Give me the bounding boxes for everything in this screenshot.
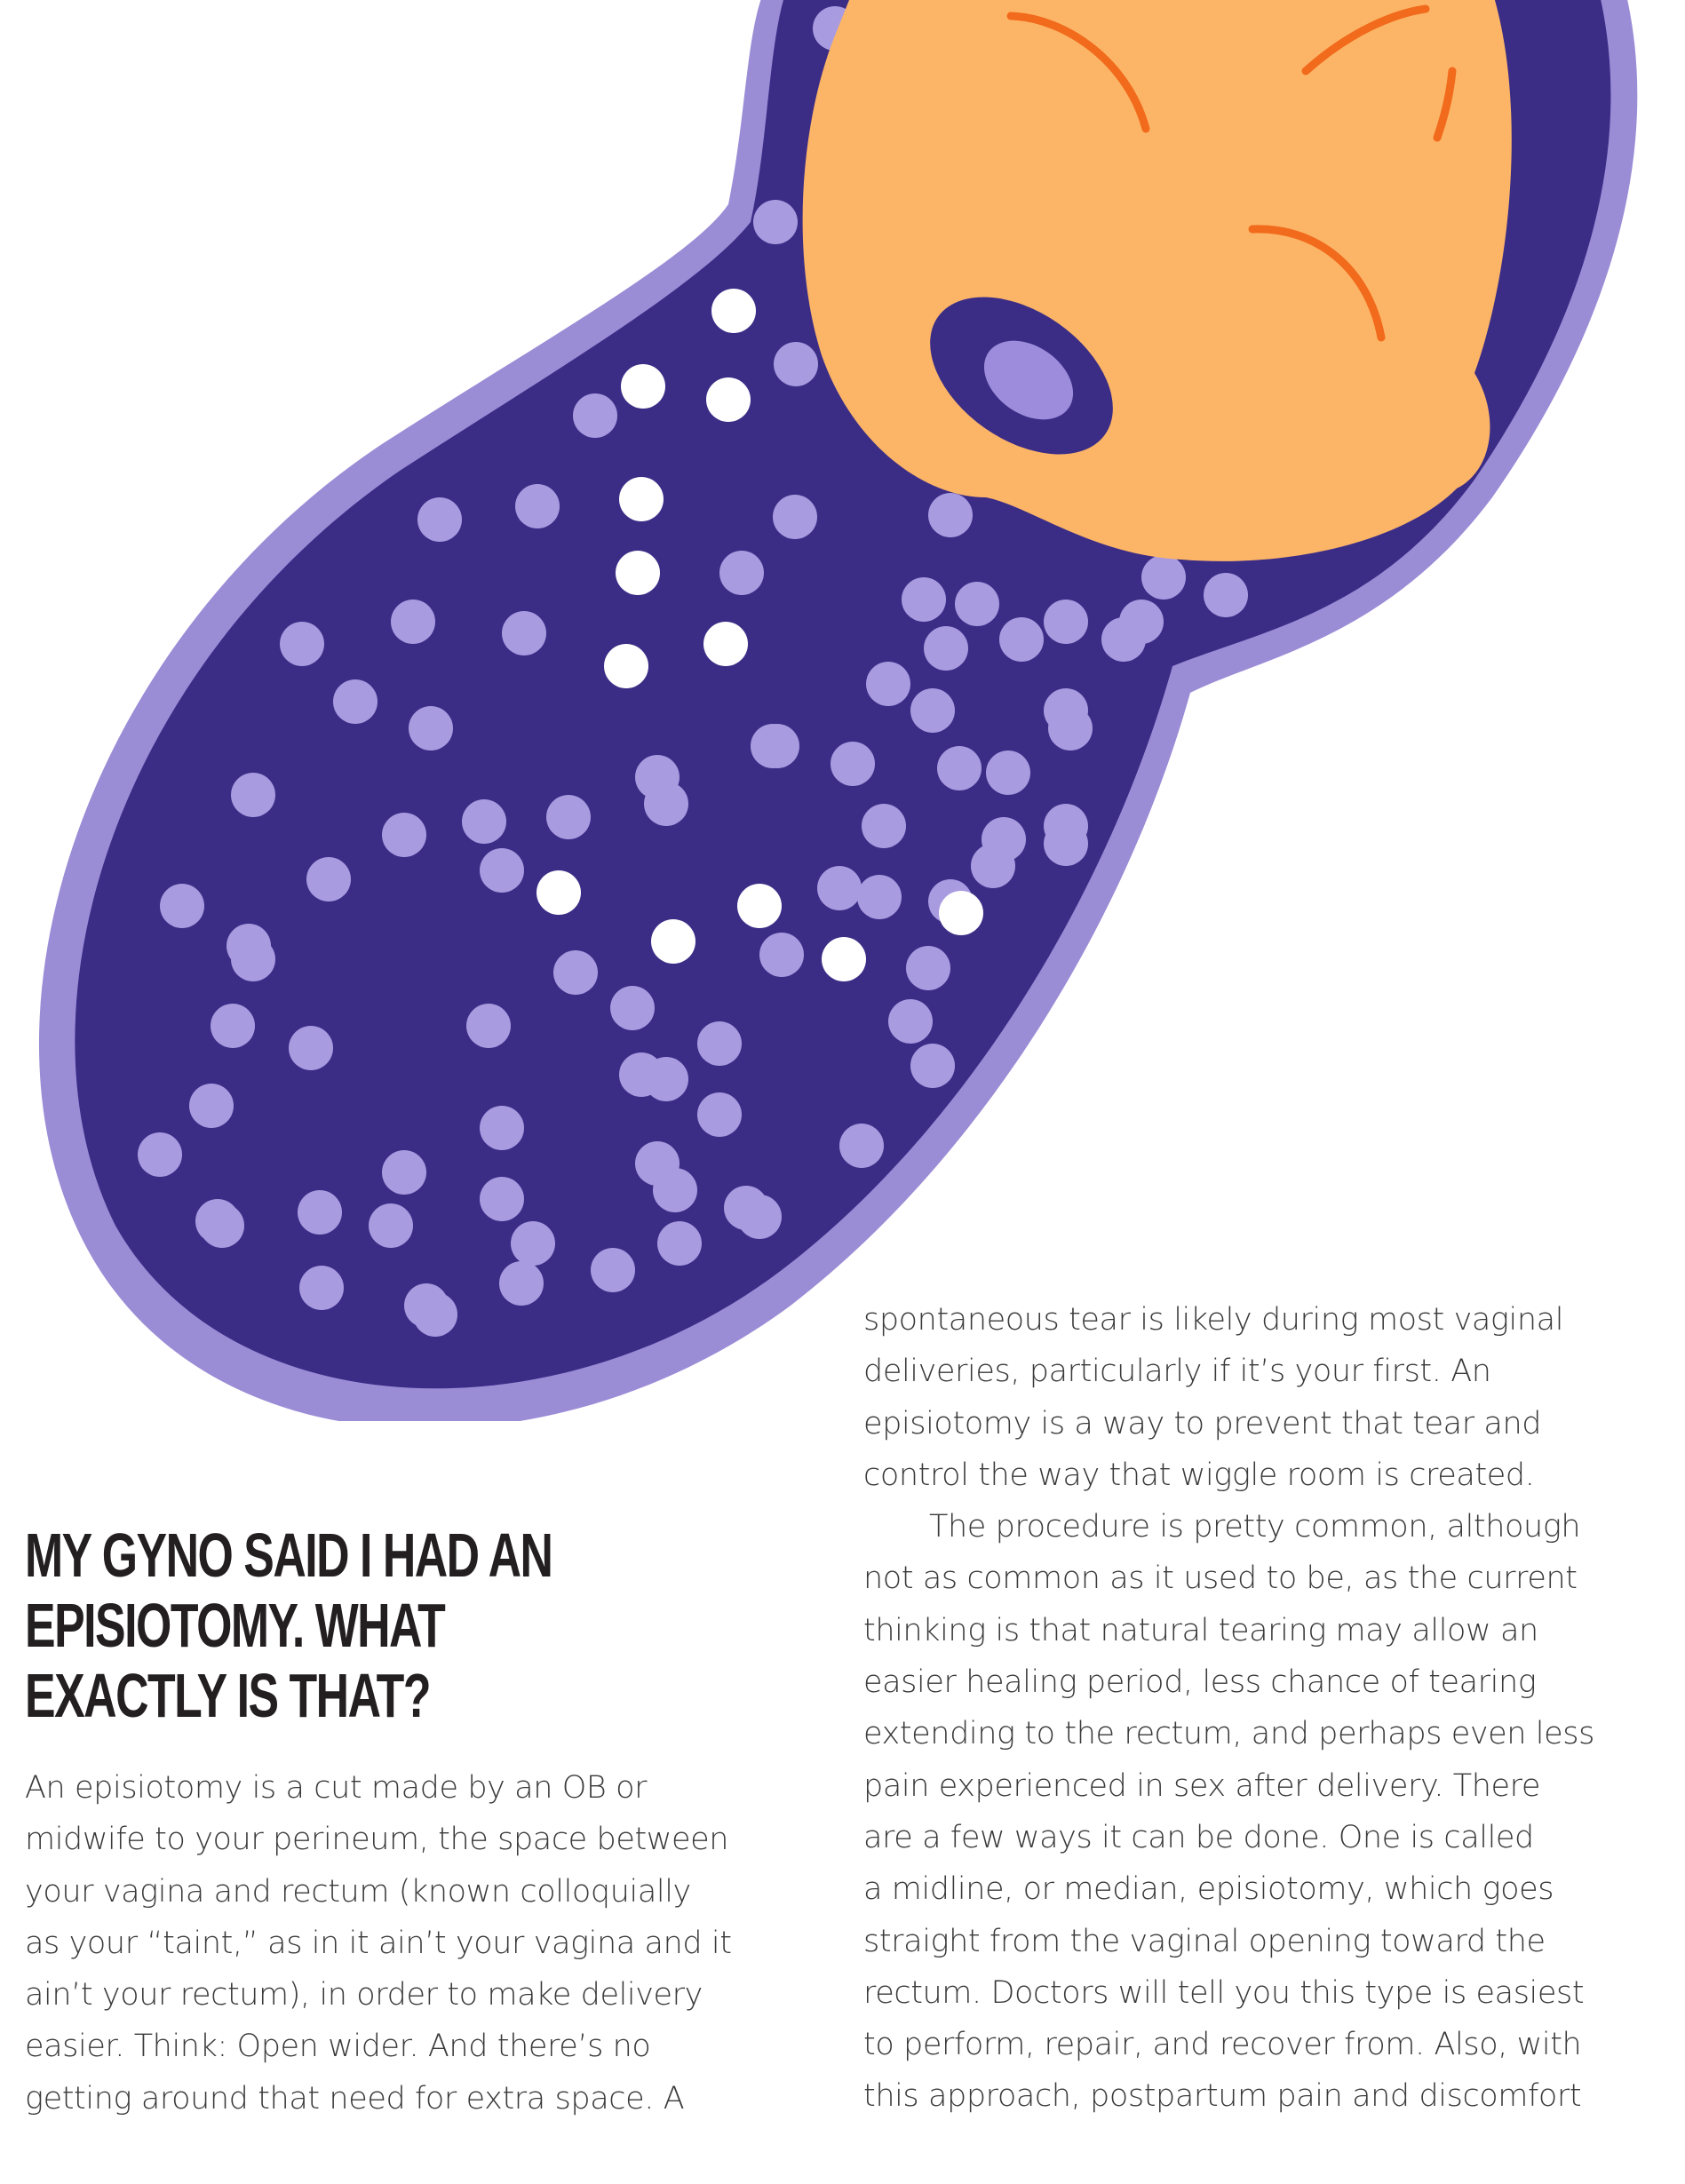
blanket-dot: [774, 342, 818, 386]
white-dot: [703, 622, 748, 666]
blanket-dot: [653, 1168, 697, 1212]
blanket-dot: [573, 393, 617, 438]
blanket-dot: [902, 577, 946, 622]
text-line: thinking is that natural tearing may allow an: [863, 1612, 1538, 1648]
blanket-dot: [753, 200, 798, 244]
blanket-dot: [888, 999, 933, 1044]
text-line: midwife to your perineum, the space between: [25, 1822, 729, 1858]
blanket-dot: [610, 986, 655, 1030]
white-dot: [616, 551, 660, 595]
blanket-dot: [211, 1004, 255, 1048]
white-dot: [711, 289, 756, 333]
blanket-dot: [289, 1026, 333, 1070]
blanket-dot: [955, 582, 999, 626]
heading-line: MY GYNO SAID I HAD AN: [25, 1521, 552, 1590]
blanket-dot: [189, 1084, 234, 1128]
text-line: control the way that wiggle room is created.: [863, 1457, 1535, 1493]
blanket-dot: [480, 848, 524, 893]
blanket-dot: [857, 875, 902, 919]
text-line: this approach, postpartum pain and discomfort: [863, 2078, 1582, 2115]
text-line: easier. Think: Open wider. And there’s no: [25, 2029, 651, 2065]
blanket-dot: [298, 1190, 342, 1235]
blanket-dot: [866, 662, 910, 706]
blanket-dot: [910, 1044, 955, 1088]
blanket-dot: [409, 706, 453, 751]
text-line: easier healing period, less chance of tearing: [863, 1664, 1537, 1701]
blanket-dot: [511, 1221, 555, 1266]
blanket-dot: [231, 937, 275, 981]
blanket-dot: [138, 1132, 182, 1177]
blanket-dot: [817, 866, 862, 910]
white-dot: [621, 364, 665, 409]
blanket-dot: [502, 611, 546, 655]
blanket-dot: [924, 626, 968, 671]
blanket-dot: [619, 1052, 664, 1097]
blanket-dot: [1101, 617, 1146, 662]
blanket-dot: [480, 1106, 524, 1150]
blanket-dot: [986, 751, 1030, 795]
text-line: getting around that need for extra space. A: [25, 2080, 685, 2116]
blanket-dot: [1204, 573, 1248, 617]
white-dot: [604, 644, 648, 688]
blanket-dot: [462, 799, 506, 844]
blanket-dot: [391, 600, 435, 644]
heading-line: EXACTLY IS THAT?: [25, 1661, 431, 1730]
text-line: deliveries, particularly if it’s your first. An: [863, 1354, 1491, 1390]
body-text-left-column: [25, 1762, 789, 2124]
text-line: are a few ways it can be done. One is called: [863, 1819, 1534, 1855]
blanket-dot: [1141, 555, 1186, 600]
white-dot: [706, 377, 751, 422]
blanket-dot: [466, 1004, 511, 1048]
white-dot: [737, 884, 782, 928]
blanket-dot: [369, 1203, 413, 1248]
text-line: ain’t your rectum), in order to make delivery: [25, 1977, 703, 2013]
heading-line: EPISIOTOMY. WHAT: [25, 1591, 445, 1660]
blanket-dot: [928, 493, 973, 537]
blanket-dot: [546, 795, 591, 839]
text-line: a midline, or median, episiotomy, which goes: [863, 1871, 1554, 1908]
blanket-dot: [299, 1266, 344, 1310]
text-line-paragraph-start: The procedure is pretty common, although: [929, 1509, 1581, 1545]
text-line: to perform, repair, and recover from. Also, with: [863, 2027, 1582, 2063]
blanket-dot: [480, 1177, 524, 1221]
blanket-dot: [306, 857, 351, 901]
white-dot: [822, 937, 866, 981]
white-dot: [651, 919, 695, 964]
blanket-dot: [910, 688, 955, 733]
blanket-dot: [333, 679, 378, 724]
blanket-dot: [1044, 600, 1088, 644]
blanket-dot: [1044, 822, 1088, 866]
blanket-dot: [553, 950, 598, 995]
blanket-dot: [644, 782, 688, 826]
white-dot: [939, 891, 983, 935]
blanket-dot: [280, 622, 324, 666]
blanket-dot: [195, 1199, 240, 1243]
text-line: episiotomy is a way to prevent that tear and: [863, 1405, 1542, 1441]
blanket-dot: [231, 773, 275, 817]
blanket-dot: [971, 844, 1015, 888]
blanket-dot: [937, 746, 982, 790]
body-text-right-column: [863, 1294, 1645, 2123]
blanket-dot: [499, 1261, 544, 1306]
blanket-dot: [906, 946, 950, 990]
text-line: your vagina and rectum (known colloquially: [25, 1873, 691, 1910]
blanket-dot: [382, 1150, 426, 1195]
blanket-dot: [719, 551, 764, 595]
section-heading: [25, 1521, 603, 1731]
blanket-dot: [515, 484, 560, 528]
text-line: rectum. Doctors will tell you this type is easiest: [863, 1974, 1585, 2011]
text-line: not as common as it used to be, as the current: [863, 1561, 1578, 1597]
blanket-dot: [999, 617, 1044, 662]
blanket-dot: [697, 1021, 742, 1066]
blanket-dot: [160, 884, 204, 928]
blanket-dot: [417, 497, 462, 542]
text-line: spontaneous tear is likely during most vaginal: [863, 1302, 1564, 1338]
blanket-dot: [724, 1186, 768, 1230]
text-line: as your “taint,” as in it ain’t your vagina and it: [25, 1925, 732, 1961]
blanket-dot: [759, 933, 804, 977]
text-line: extending to the rectum, and perhaps even less: [863, 1716, 1594, 1752]
blanket-dot: [657, 1221, 702, 1266]
blanket-dot: [773, 495, 817, 539]
text-line: straight from the vaginal opening toward the: [863, 1923, 1546, 1959]
blanket-dot: [404, 1283, 449, 1328]
blanket-dot: [697, 1092, 742, 1137]
blanket-dot: [755, 724, 799, 768]
blanket-dot: [591, 1248, 635, 1292]
blanket-dot: [382, 813, 426, 857]
blanket-dot: [831, 742, 875, 786]
blanket-dot: [862, 804, 906, 848]
blanket-dot: [839, 1124, 884, 1168]
text-line: pain experienced in sex after delivery. There: [863, 1767, 1541, 1804]
white-dot: [536, 870, 581, 915]
blanket-dot: [1048, 706, 1093, 751]
text-line: An episiotomy is a cut made by an OB or: [25, 1770, 648, 1806]
white-dot: [619, 477, 664, 521]
